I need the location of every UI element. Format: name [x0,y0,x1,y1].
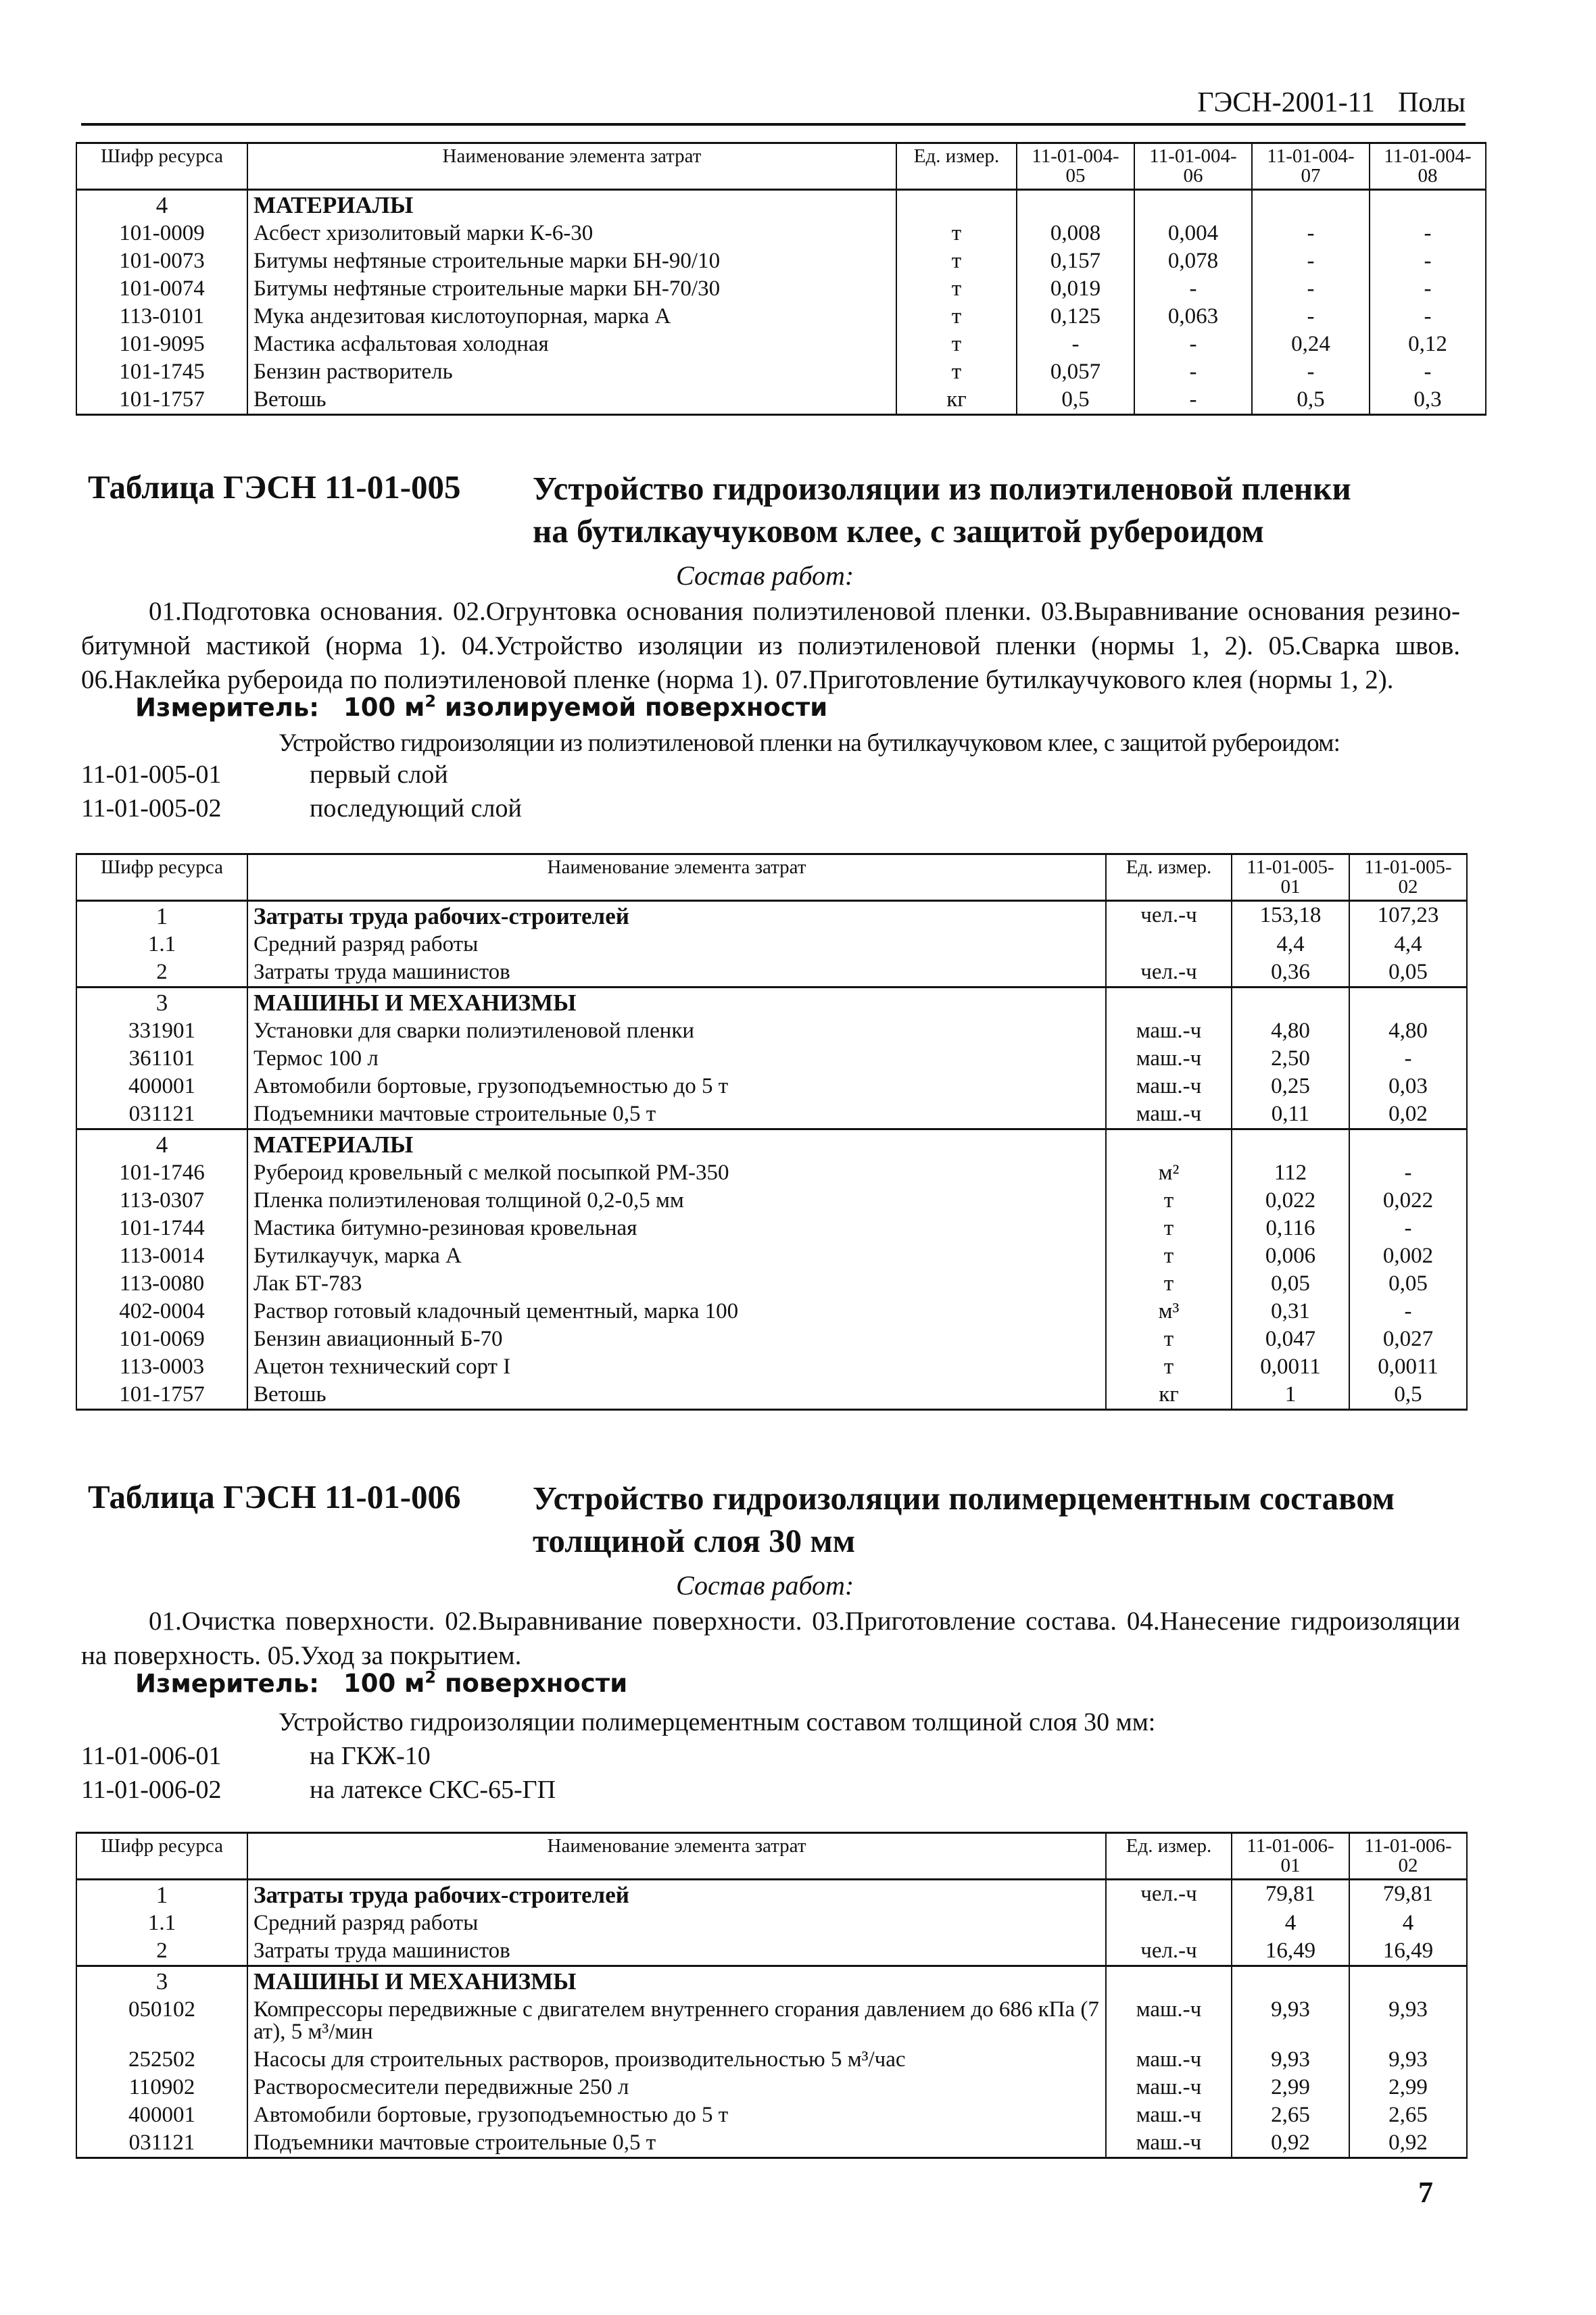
unit-cell: кг [1106,1381,1232,1410]
unit-cell: т [896,331,1017,358]
resource-code: 113-0101 [76,303,247,331]
resource-name: Мука андезитовая кислотоупорная, марка А [247,303,896,331]
value-cell: 0,002 [1349,1242,1467,1270]
resource-name: Термос 100 л [247,1045,1106,1073]
table-row [76,1073,1467,1100]
resource-code: 2 [76,958,247,988]
norm-variant-text: на ГКЖ-10 [310,1742,431,1770]
value-cell: 0,022 [1232,1187,1349,1215]
norm-variant [81,1775,556,1805]
header-code: ГЭСН-2001-11 [1197,87,1376,118]
column-header: 11-01-006-01 [1232,1833,1349,1880]
value-cell: 107,23 [1349,901,1467,931]
norm-variant-text: первый слой [310,760,448,789]
resource-code: 252502 [76,2046,247,2074]
resource-name: Подъемники мачтовые строительные 0,5 т [247,2129,1106,2158]
value-cell [1232,988,1349,1018]
column-header: Шифр ресурса [76,143,247,190]
unit-cell [1106,988,1232,1018]
norm-code: 11-01-005-01 [81,760,222,789]
resource-code: 113-0014 [76,1242,247,1270]
value-cell: 0,05 [1232,1270,1349,1298]
table-row [76,1909,1467,1937]
meter-line [135,692,827,722]
value-cell: 0,125 [1017,303,1134,331]
value-cell: - [1017,331,1134,358]
resource-code: 101-9095 [76,331,247,358]
value-cell: 0,05 [1349,958,1467,988]
value-cell: - [1134,386,1252,415]
resource-name: Бензин растворитель [247,358,896,386]
unit-cell: т [1106,1215,1232,1242]
resource-name: Ветошь [247,1381,1106,1410]
resource-code: 361101 [76,1045,247,1073]
resource-name: Мастика асфальтовая холодная [247,331,896,358]
table-number: Таблица ГЭСН 11-01-006 [88,1478,461,1515]
norm-description: Устройство гидроизоляции из полиэтиленовой пленки на бутилкаучуковом клее, с защитой рубероидом: [279,729,1340,757]
value-cell [1349,1966,1467,1997]
resource-code: 031121 [76,1100,247,1129]
value-cell: 0,92 [1349,2129,1467,2158]
resource-name: Бутилкаучук, марка А [247,1242,1106,1270]
unit-cell: т [1106,1187,1232,1215]
unit-cell: т [1106,1353,1232,1381]
resource-code: 031121 [76,2129,247,2158]
value-cell: 2,99 [1349,2074,1467,2101]
value-cell [1349,1129,1467,1160]
value-cell: 0,5 [1252,386,1370,415]
resource-name: Средний разряд работы [247,1909,1106,1937]
value-cell: 9,93 [1232,2046,1349,2074]
table-row [76,2101,1467,2129]
value-cell: 0,019 [1017,275,1134,303]
unit-cell: чел.-ч [1106,1880,1232,1910]
section-row [76,1880,1467,1910]
resource-name: Рубероид кровельный с мелкой посыпкой РМ-350 [247,1159,1106,1187]
resource-name: Ветошь [247,386,896,415]
value-cell: 0,078 [1134,247,1252,275]
value-cell: 0,36 [1232,958,1349,988]
table-title-line: Устройство гидроизоляции полимерцементным составом [533,1480,1395,1517]
column-header: 11-01-004-05 [1017,143,1134,190]
value-cell: - [1349,1215,1467,1242]
column-header: Шифр ресурса [76,1833,247,1880]
table-row [76,1381,1467,1410]
table-title-line: толщиной слоя 30 мм [533,1521,856,1559]
resource-table-004 [76,142,1486,416]
resource-name: Раствор готовый кладочный цементный, марка 100 [247,1298,1106,1325]
resource-code: 101-1745 [76,358,247,386]
table-row [76,1996,1467,2046]
resource-name: Установки для сварки полиэтиленовой пленки [247,1017,1106,1045]
norm-variant-text: на латексе СКС-65-ГП [310,1776,556,1804]
resource-code: 101-0069 [76,1325,247,1353]
norm-code: 11-01-005-02 [81,794,222,823]
unit-cell: маш.-ч [1106,1100,1232,1129]
table-row [76,1159,1467,1187]
resource-name: Асбест хризолитовый марки К-6-30 [247,220,896,247]
value-cell: - [1134,275,1252,303]
value-cell [1232,1966,1349,1997]
value-cell: 0,31 [1232,1298,1349,1325]
table-row [76,275,1486,303]
resource-name: Растворосмесители передвижные 250 л [247,2074,1106,2101]
table-title-005 [88,468,1493,552]
resource-name: Пленка полиэтиленовая толщиной 0,2-0,5 мм [247,1187,1106,1215]
value-cell: 2,65 [1232,2101,1349,2129]
unit-cell [1106,1966,1232,1997]
work-composition-text: 01.Очистка поверхности. 02.Выравнивание поверхности. 03.Приготовление состава. 04.Нанесение гидроизоляции на поверхность. 05.Уход за покрытием. [81,1607,1460,1670]
unit-cell: чел.-ч [1106,901,1232,931]
value-cell: 0,02 [1349,1100,1467,1129]
table-row [76,931,1467,958]
value-cell: 112 [1232,1159,1349,1187]
resource-code: 1 [76,1880,247,1910]
column-header: Ед. измер. [1106,854,1232,901]
table-row [76,220,1486,247]
value-cell: 4,4 [1349,931,1467,958]
table-row [76,1270,1467,1298]
unit-cell: т [896,220,1017,247]
unit-cell: т [1106,1242,1232,1270]
unit-cell: кг [896,386,1017,415]
table-row [76,2046,1467,2074]
table-row [76,303,1486,331]
resource-code: 4 [76,190,247,220]
resource-name: Лак БТ-783 [247,1270,1106,1298]
table-row [76,1215,1467,1242]
value-cell: 0,25 [1232,1073,1349,1100]
table-row [76,1353,1467,1381]
page-number: 7 [1418,2176,1433,2209]
meter-superscript: 2 [425,1668,437,1687]
resource-name: Бензин авиационный Б-70 [247,1325,1106,1353]
resource-name: Автомобили бортовые, грузоподъемностью до 5 т [247,1073,1106,1100]
resource-table-005 [76,853,1468,1411]
running-header [81,87,1466,126]
unit-cell: т [896,247,1017,275]
unit-cell: маш.-ч [1106,2046,1232,2074]
resource-name: Затраты труда машинистов [247,958,1106,988]
resource-code: 3 [76,1966,247,1997]
value-cell: 0,5 [1349,1381,1467,1410]
norm-variant [81,1741,431,1771]
unit-cell: маш.-ч [1106,2129,1232,2158]
value-cell [1349,988,1467,1018]
value-cell: 0,004 [1134,220,1252,247]
value-cell: 0,047 [1232,1325,1349,1353]
value-cell: 79,81 [1349,1880,1467,1910]
table-row [76,1937,1467,1966]
table-header-row [76,143,1486,190]
unit-cell: маш.-ч [1106,1017,1232,1045]
value-cell: - [1370,303,1486,331]
header-section: Полы [1398,87,1466,118]
table-title-line: Устройство гидроизоляции из полиэтиленовой пленки [533,470,1351,507]
unit-cell: т [896,358,1017,386]
resource-name: Насосы для строительных растворов, производительностью 5 м³/час [247,2046,1106,2074]
unit-cell [1106,1129,1232,1160]
column-header: 11-01-006-02 [1349,1833,1467,1880]
resource-code: 331901 [76,1017,247,1045]
value-cell [1370,190,1486,220]
table-row [76,331,1486,358]
resource-code: 1.1 [76,1909,247,1937]
norm-variant-text: последующий слой [310,794,522,823]
value-cell: 0,116 [1232,1215,1349,1242]
value-cell: 1 [1232,1381,1349,1410]
resource-code: 400001 [76,2101,247,2129]
resource-code: 050102 [76,1996,247,2046]
resource-code: 101-0009 [76,220,247,247]
value-cell: 79,81 [1232,1880,1349,1910]
resource-code: 101-1744 [76,1215,247,1242]
value-cell: 4 [1232,1909,1349,1937]
meter-value: 100 м [343,1669,425,1699]
column-header: Шифр ресурса [76,854,247,901]
table-row [76,1187,1467,1215]
resource-code: 101-0073 [76,247,247,275]
resource-name: МАШИНЫ И МЕХАНИЗМЫ [247,988,1106,1018]
norm-description: Устройство гидроизоляции полимерцементным составом толщиной слоя 30 мм: [279,1708,1156,1736]
value-cell: 0,05 [1349,1270,1467,1298]
value-cell: 2,50 [1232,1045,1349,1073]
value-cell: - [1252,358,1370,386]
resource-code: 2 [76,1937,247,1966]
resource-code: 101-0074 [76,275,247,303]
column-header: Наименование элемента затрат [247,143,896,190]
unit-cell [1106,1909,1232,1937]
resource-code: 4 [76,1129,247,1160]
resource-name: Автомобили бортовые, грузоподъемностью до 5 т [247,2101,1106,2129]
unit-cell: чел.-ч [1106,1937,1232,1966]
value-cell: - [1349,1159,1467,1187]
unit-cell: чел.-ч [1106,958,1232,988]
column-header: Наименование элемента затрат [247,1833,1106,1880]
value-cell: - [1370,358,1486,386]
resource-code: 113-0003 [76,1353,247,1381]
value-cell: - [1349,1298,1467,1325]
value-cell: 2,99 [1232,2074,1349,2101]
value-cell: 0,24 [1252,331,1370,358]
unit-cell: маш.-ч [1106,2074,1232,2101]
value-cell: 4,80 [1349,1017,1467,1045]
value-cell: 0,03 [1349,1073,1467,1100]
table-row [76,247,1486,275]
table-row [76,1325,1467,1353]
value-cell: 0,006 [1232,1242,1349,1270]
resource-name: Затраты труда машинистов [247,1937,1106,1966]
value-cell: 9,93 [1232,1996,1349,2046]
value-cell: 0,063 [1134,303,1252,331]
section-row [76,1966,1467,1997]
table-row [76,1045,1467,1073]
section-row [76,901,1467,931]
resource-code: 113-0080 [76,1270,247,1298]
work-composition-label: Состав работ: [676,1570,854,1601]
value-cell: - [1134,358,1252,386]
resource-name: Подъемники мачтовые строительные 0,5 т [247,1100,1106,1129]
value-cell [1134,190,1252,220]
column-header: 11-01-005-02 [1349,854,1467,901]
column-header: Ед. измер. [1106,1833,1232,1880]
value-cell: 153,18 [1232,901,1349,931]
value-cell: 0,008 [1017,220,1134,247]
resource-name: Битумы нефтяные строительные марки БН-70/30 [247,275,896,303]
table-row [76,1017,1467,1045]
column-header: 11-01-004-07 [1252,143,1370,190]
meter-line [135,1668,627,1698]
table-header-row [76,1833,1467,1880]
resource-code: 1 [76,901,247,931]
value-cell: 0,0011 [1349,1353,1467,1381]
value-cell: 0,0011 [1232,1353,1349,1381]
value-cell: - [1252,247,1370,275]
value-cell: 0,5 [1017,386,1134,415]
value-cell: 0,3 [1370,386,1486,415]
unit-cell: маш.-ч [1106,2101,1232,2129]
column-header: 11-01-004-08 [1370,143,1486,190]
column-header: Ед. измер. [896,143,1017,190]
resource-code: 113-0307 [76,1187,247,1215]
resource-name: Компрессоры передвижные с двигателем внутреннего сгорания давлением до 686 кПа (7 ат), 5 м³/мин [247,1996,1106,2046]
norm-variant [81,760,448,789]
resource-name: МАТЕРИАЛЫ [247,1129,1106,1160]
resource-name: Ацетон технический сорт I [247,1353,1106,1381]
table-header-row [76,854,1467,901]
meter-value: 100 м [343,693,425,723]
work-composition-text: 01.Подготовка основания. 02.Огрунтовка основания полиэтиленовой пленки. 03.Выравнивание основания резино-битумной мастикой (норма 1). 04.Устройство изоляции из полиэтиленовой пленки (нормы 1, 2). 05.Сварка швов. 06.Наклейка рубероида по полиэтиленовой пленке (норма 1). 07.Приготовление бутилкаучукового клея (нормы 1, 2). [81,597,1460,695]
resource-code: 110902 [76,2074,247,2101]
value-cell: 16,49 [1232,1937,1349,1966]
meter-value-tail: изолируемой поверхности [436,693,828,723]
resource-code: 101-1757 [76,386,247,415]
value-cell: 0,12 [1370,331,1486,358]
unit-cell: маш.-ч [1106,1996,1232,2046]
resource-code: 1.1 [76,931,247,958]
value-cell: 4,80 [1232,1017,1349,1045]
value-cell [1252,190,1370,220]
value-cell: - [1134,331,1252,358]
value-cell: - [1252,220,1370,247]
unit-cell: м² [1106,1159,1232,1187]
resource-name: МАШИНЫ И МЕХАНИЗМЫ [247,1966,1106,1997]
table-row [76,1242,1467,1270]
unit-cell: т [1106,1270,1232,1298]
column-header: 11-01-004-06 [1134,143,1252,190]
value-cell: - [1370,220,1486,247]
value-cell: - [1349,1045,1467,1073]
column-header: 11-01-005-01 [1232,854,1349,901]
value-cell: 0,057 [1017,358,1134,386]
value-cell: 0,92 [1232,2129,1349,2158]
value-cell [1232,1129,1349,1160]
value-cell: 0,157 [1017,247,1134,275]
meter-label: Измеритель: [135,1669,320,1699]
unit-cell: маш.-ч [1106,1045,1232,1073]
table-row [76,1298,1467,1325]
column-header: Наименование элемента затрат [247,854,1106,901]
section-row [76,988,1467,1018]
resource-code: 3 [76,988,247,1018]
value-cell: 0,027 [1349,1325,1467,1353]
table-row [76,358,1486,386]
work-composition-label: Состав работ: [676,560,854,591]
resource-code: 402-0004 [76,1298,247,1325]
value-cell: 9,93 [1349,2046,1467,2074]
section-row [76,1129,1467,1160]
value-cell [1017,190,1134,220]
unit-cell [896,190,1017,220]
norm-code: 11-01-006-01 [81,1742,222,1770]
unit-cell [1106,931,1232,958]
meter-label: Измеритель: [135,693,320,723]
resource-name: Средний разряд работы [247,931,1106,958]
value-cell: 4 [1349,1909,1467,1937]
value-cell: 0,022 [1349,1187,1467,1215]
resource-code: 400001 [76,1073,247,1100]
value-cell: 16,49 [1349,1937,1467,1966]
table-row [76,2129,1467,2158]
table-title-line: на бутилкаучуковом клее, с защитой рубероидом [533,512,1264,550]
resource-table-006 [76,1832,1468,2159]
value-cell: - [1370,247,1486,275]
value-cell: 4,4 [1232,931,1349,958]
meter-value-tail: поверхности [436,1669,628,1699]
resource-code: 101-1757 [76,1381,247,1410]
value-cell: - [1370,275,1486,303]
resource-code: 101-1746 [76,1159,247,1187]
section-row [76,190,1486,220]
value-cell: 2,65 [1349,2101,1467,2129]
unit-cell: т [1106,1325,1232,1353]
norm-code: 11-01-006-02 [81,1776,222,1804]
value-cell: 0,11 [1232,1100,1349,1129]
resource-name: Мастика битумно-резиновая кровельная [247,1215,1106,1242]
value-cell: 9,93 [1349,1996,1467,2046]
table-row [76,386,1486,415]
table-row [76,1100,1467,1129]
table-number: Таблица ГЭСН 11-01-005 [88,468,461,506]
value-cell: - [1252,303,1370,331]
value-cell: - [1252,275,1370,303]
table-row [76,2074,1467,2101]
unit-cell: т [896,303,1017,331]
norm-variant [81,794,522,823]
unit-cell: маш.-ч [1106,1073,1232,1100]
resource-name: Затраты труда рабочих-строителей [247,1880,1106,1910]
resource-name: Битумы нефтяные строительные марки БН-90/10 [247,247,896,275]
table-row [76,958,1467,988]
unit-cell: м³ [1106,1298,1232,1325]
table-title-006 [88,1478,1493,1562]
unit-cell: т [896,275,1017,303]
resource-name: Затраты труда рабочих-строителей [247,901,1106,931]
meter-superscript: 2 [425,692,437,711]
resource-name: МАТЕРИАЛЫ [247,190,896,220]
